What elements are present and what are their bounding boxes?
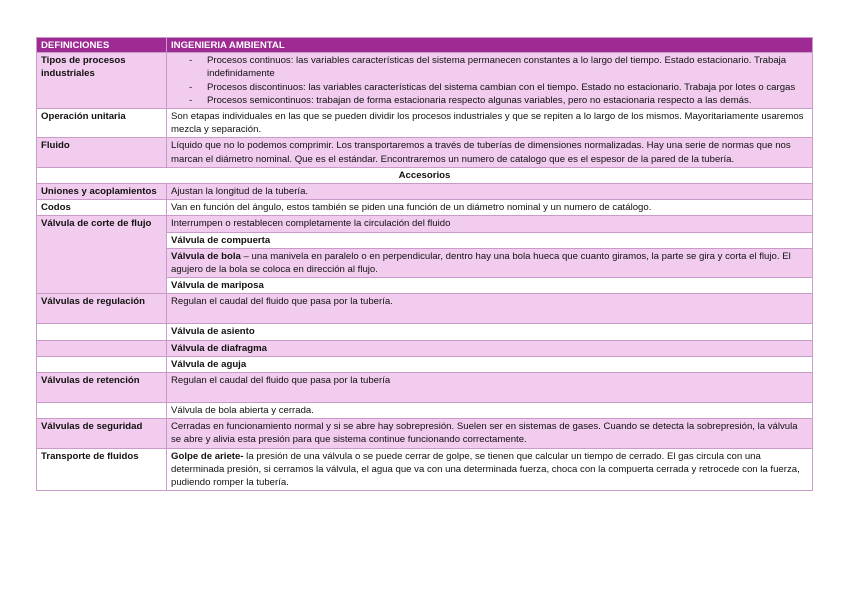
row-label: Válvulas de regulación — [37, 294, 167, 324]
row-content: Válvula de asiento — [167, 324, 813, 340]
section-title-accesorios: Accesorios — [37, 167, 813, 183]
table-row — [37, 373, 813, 403]
definitions-table — [36, 37, 813, 491]
row-content: Válvula de bola abierta y cerrada. — [167, 403, 813, 419]
row-content — [167, 448, 813, 491]
list-item: - Procesos semicontinuos: trabajan de forma estacionaria respecto algunas variables, pero no estacionaria respecto a las demás. — [207, 94, 808, 107]
table-row — [37, 138, 813, 167]
row-content: Cerradas en funcionamiento normal y si se abre hay sobrepresión. Suelen ser en sistemas de gases. Cuando se detecta la sobrepresión, la válvula se abre y alivia esta presión para que sistema continue funcionando correctamente. — [167, 419, 813, 448]
row-content: Válvula de diafragma — [167, 340, 813, 356]
table-row — [37, 324, 813, 340]
row-label: Transporte de fluidos — [37, 448, 167, 491]
row-content: Regulan el caudal del fluido que pasa por la tubería. — [167, 294, 813, 324]
table-row — [37, 419, 813, 448]
table-row — [37, 356, 813, 372]
row-label-empty — [37, 340, 167, 356]
row-label: Fluido — [37, 138, 167, 167]
definitions-document — [36, 37, 812, 491]
valve-description: – una manivela en paralelo o en perpendicular, dentro hay una bola hueca que cuanto giramos, la parte se gira y corta el flujo. El agujero de la bola se coloca en dirección al flujo. — [171, 250, 791, 276]
row-content — [167, 248, 813, 277]
row-content: Van en función del ángulo, estos también se piden una función de un diámetro nominal y un numero de catálogo. — [167, 200, 813, 216]
row-label-empty — [37, 356, 167, 372]
table-row — [37, 53, 813, 109]
row-content: Interrumpen o restablecen completamente la circulación del fluido — [167, 216, 813, 232]
water-hammer-description: la presión de una válvula o se puede cerrar de golpe, se tienen que calcular un tiempo de cerrado. El gas circula con una determinada presión, si cerramos la válvula, el agua que va con una determinada fuerza, choca con la compuerta cerrada y retrocede con la fuerza, pudiendo romper la tubería. — [171, 450, 800, 489]
header-definiciones: DEFINICIONES — [37, 38, 167, 53]
row-content: Son etapas individuales en las que se pueden dividir los procesos industriales y que se repiten a lo largo de los mismos. Mayoritariamente usaremos mezcla y separación. — [167, 109, 813, 138]
section-row — [37, 167, 813, 183]
row-label-empty — [37, 324, 167, 340]
list-item: - Procesos discontinuos: las variables características del sistema cambian con el tiempo. Estado no estacionario. Trabaja por lotes o cargas — [207, 81, 808, 94]
row-content: Válvula de aguja — [167, 356, 813, 372]
row-content: Regulan el caudal del fluido que pasa por la tubería — [167, 373, 813, 403]
row-label: Válvula de corte de flujo — [37, 216, 167, 294]
row-label: Válvulas de seguridad — [37, 419, 167, 448]
header-ingenieria-ambiental: INGENIERIA AMBIENTAL — [167, 38, 813, 53]
table-row — [37, 403, 813, 419]
process-type-list — [171, 54, 808, 107]
row-content — [167, 53, 813, 109]
row-content: Líquido que no lo podemos comprimir. Los transportaremos a través de tuberías de dimensiones normalizadas. Hay una serie de normas que nos marcan el diámetro nominal. Que es el estándar. Encontraremos un numero de catalogo que es el espesor de la pared de la tubería. — [167, 138, 813, 167]
row-label: Uniones y acoplamientos — [37, 184, 167, 200]
table-row — [37, 200, 813, 216]
water-hammer-title: Golpe de ariete- — [171, 450, 244, 462]
row-label: Codos — [37, 200, 167, 216]
row-label-empty — [37, 403, 167, 419]
table-row — [37, 294, 813, 324]
table-row — [37, 184, 813, 200]
row-content: Válvula de mariposa — [167, 278, 813, 294]
row-label: Válvulas de retención — [37, 373, 167, 403]
row-content: Ajustan la longitud de la tubería. — [167, 184, 813, 200]
row-label: Tipos de procesos industriales — [37, 53, 167, 109]
row-label: Operación unitaria — [37, 109, 167, 138]
table-row — [37, 216, 813, 232]
table-row — [37, 109, 813, 138]
table-row — [37, 448, 813, 491]
list-item: - Procesos continuos: las variables características del sistema permanecen constantes a lo largo del tiempo. Estado estacionario. Trabaja indefinidamente — [207, 54, 808, 80]
row-content: Válvula de compuerta — [167, 232, 813, 248]
valve-title: Válvula de bola — [171, 250, 241, 262]
table-header — [37, 38, 813, 53]
table-row — [37, 340, 813, 356]
